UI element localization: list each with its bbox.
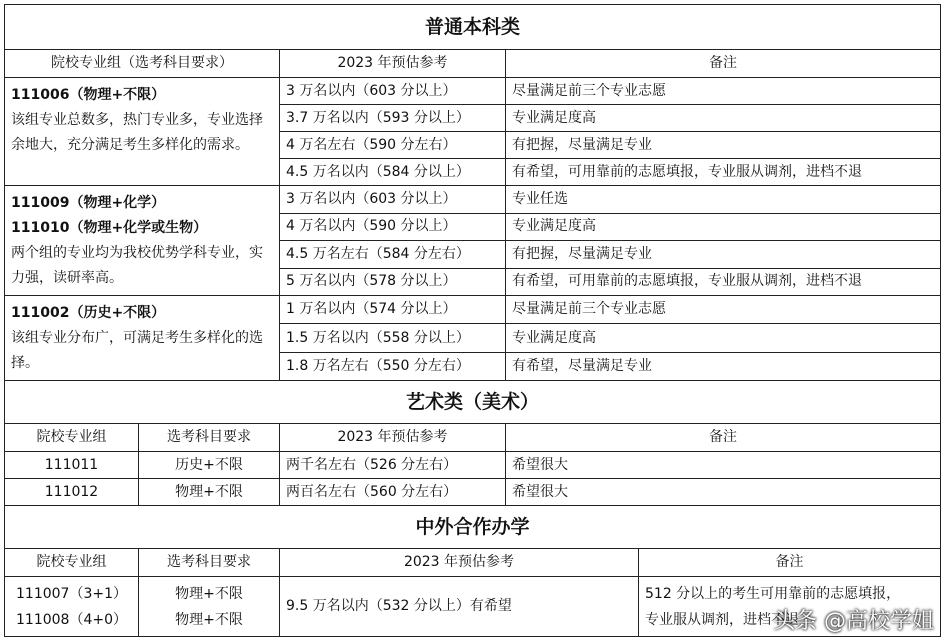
column-header: 2023 年预估参考 [280,424,506,452]
subject-requirement: 历史+不限 [139,452,280,479]
remark: 专业满足度高 [506,324,941,352]
column-header: 备注 [506,50,941,78]
table-row [5,452,941,479]
group-name: 111002（历史+不限） [11,305,166,321]
remark: 有把握，尽量满足专业 [506,132,941,159]
remark: 尽量满足前三个专业志愿 [506,78,941,105]
column-header: 选考科目要求 [139,549,280,577]
rank-estimate: 4.5 万名左右（584 分左右） [280,241,506,269]
regular-undergraduate-table [4,4,941,381]
remark: 有希望，可用靠前的志愿填报，专业服从调剂，进档不退 [506,159,941,186]
table-row [5,479,941,506]
rank-estimate: 4 万名以内（590 分以上） [280,213,506,241]
section-title: 艺术类（美术） [5,381,941,424]
rank-estimate: 1.5 万名以内（558 分以上） [280,324,506,352]
rank-estimate: 4 万名左右（590 分左右） [280,132,506,159]
subject-requirement: 物理+不限 [139,479,280,506]
group-cell [5,78,280,186]
group-code: 111008（4+0） [16,611,127,628]
group-cell [5,186,280,296]
section-title: 中外合作办学 [5,506,941,549]
remark: 希望很大 [506,452,941,479]
remark: 专业满足度高 [506,105,941,132]
table-row [5,296,941,324]
group-description: 该组专业分布广，可满足考生多样化的选择。 [11,330,263,371]
subject-requirement: 物理+不限 [175,611,243,628]
group-cell [5,296,280,381]
column-header: 选考科目要求 [139,424,280,452]
rank-estimate: 5 万名以内（578 分以上） [280,268,506,296]
remark: 有希望，尽量满足专业 [506,352,941,380]
group-name: 111010（物理+化学或生物） [11,220,208,236]
table-row [5,78,941,105]
subject-requirements [139,577,280,637]
remark-line: 512 分以上的考生可用靠前的志愿填报， [645,585,901,602]
rank-estimate: 3 万名以内（603 分以上） [280,78,506,105]
rank-estimate: 1 万名以内（574 分以上） [280,296,506,324]
group-name: 111006（物理+不限） [11,87,166,103]
group-code: 111007（3+1） [16,585,127,602]
group-codes [5,577,139,637]
column-header: 备注 [506,424,941,452]
watermark: 头条 @高校学姐 [773,609,934,634]
rank-estimate: 4.5 万名以内（584 分以上） [280,159,506,186]
remark: 有希望，可用靠前的志愿填报，专业服从调剂，进档不退 [506,268,941,296]
column-header: 院校专业组（选考科目要求） [5,50,280,78]
remark: 有把握，尽量满足专业 [506,241,941,269]
group-code: 111011 [5,452,139,479]
rank-estimate: 两千名左右（526 分左右） [280,452,506,479]
section-title: 普通本科类 [5,5,941,50]
remark: 专业满足度高 [506,213,941,241]
group-name: 111009（物理+化学） [11,195,166,211]
remark: 尽量满足前三个专业志愿 [506,296,941,324]
remark: 专业任选 [506,186,941,214]
column-header: 2023 年预估参考 [280,549,639,577]
group-description: 两个组的专业均为我校优势学科专业，实力强，读研率高。 [11,245,263,286]
column-header: 备注 [639,549,941,577]
admission-reference-document [4,4,940,637]
rank-estimate: 两百名左右（560 分左右） [280,479,506,506]
column-header: 院校专业组 [5,549,139,577]
group-code: 111012 [5,479,139,506]
table-row [5,186,941,214]
rank-estimate: 1.8 万名左右（550 分左右） [280,352,506,380]
rank-estimate: 9.5 万名以内（532 分以上）有希望 [280,577,639,637]
column-header: 2023 年预估参考 [280,50,506,78]
subject-requirement: 物理+不限 [175,585,243,602]
rank-estimate: 3 万名以内（603 分以上） [280,186,506,214]
remark: 希望很大 [506,479,941,506]
group-description: 该组专业总数多，热门专业多，专业选择余地大，充分满足考生多样化的需求。 [11,112,263,153]
remark-line: 专业服从调剂，进档不退 [645,611,799,628]
art-category-table [4,380,941,506]
column-header: 院校专业组 [5,424,139,452]
rank-estimate: 3.7 万名以内（593 分以上） [280,105,506,132]
